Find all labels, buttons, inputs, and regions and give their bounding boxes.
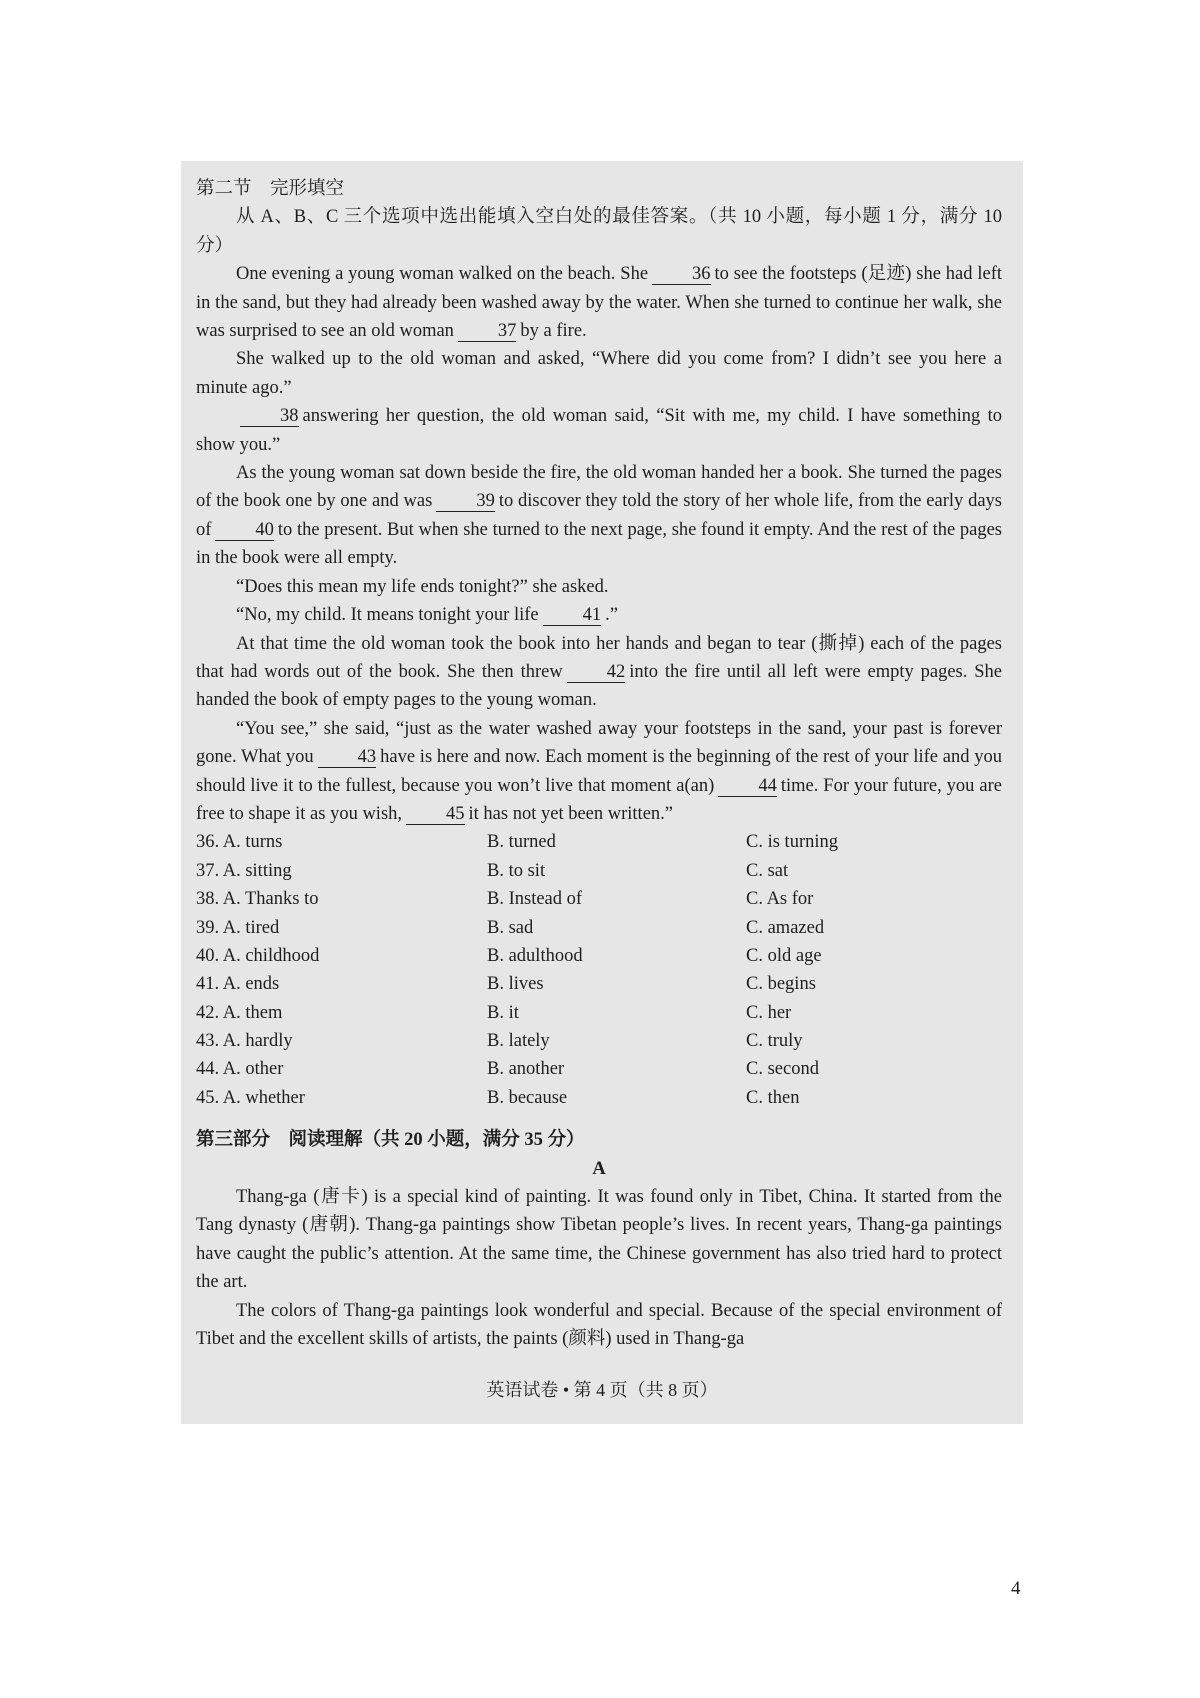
passage-paragraph-2: She walked up to the old woman and asked, “Where did you come from? I didn’t see you here a minute ago.” [196,349,1002,398]
option-a: 38. A. Thanks to [196,889,319,910]
option-a: 40. A. childhood [196,945,320,966]
option-b: B. Instead of [487,889,583,910]
option-c: C. truly [746,1031,803,1052]
option-b: B. sad [487,917,534,938]
passage-paragraph-4: As the young woman sat down beside the fire, the old woman handed her a book. She turned the pages of the book one by one and was 39 to discover they told the story of her whole life, from the early days of 40 to the present. But when she turned to the next page, she found it empty. And the rest of the pages in the book were all empty. [196,463,1003,569]
section-instructions: 从 A、B、C 三个选项中选出能填入空白处的最佳答案。（共 10 小题，每小题 1 分，满分 10 分） [196,207,1002,256]
option-c: C. sat [746,860,789,881]
blank-44: 44 [718,776,777,797]
option-c: C. old age [746,945,822,966]
option-b: B. another [487,1059,565,1080]
option-c: C. second [746,1059,819,1080]
page-number: 4 [1011,1578,1021,1599]
page-footer: 英语试卷 • 第 4 页（共 8 页） [486,1380,718,1400]
option-b: B. it [487,1002,519,1023]
blank-42: 42 [567,662,626,683]
option-b: B. lately [487,1031,550,1052]
answer-options [196,828,1002,1112]
option-b: B. adulthood [487,945,583,966]
option-b: B. lives [487,974,544,995]
option-row [196,914,1002,942]
option-row [196,999,1002,1027]
option-b: B. turned [487,832,556,853]
passage-paragraph-3: 38 answering her question, the old woman said, “Sit with me, my child. I have something to show you.” [196,406,1002,455]
option-c: C. As for [746,889,814,910]
blank-38: 38 [240,406,299,427]
page-content [196,175,1002,1354]
option-a: 39. A. tired [196,917,280,938]
option-a: 37. A. sitting [196,860,292,881]
passage-paragraph-5: “Does this mean my life ends tonight?” she asked. [236,576,609,597]
reading-paragraph-2: The colors of Thang-ga paintings look wonderful and special. Because of the special environment of Tibet and the excellent skills of artists, the paints (颜料) used in Thang-ga [196,1300,1002,1350]
blank-36: 36 [652,264,711,285]
option-c: C. amazed [746,917,825,938]
option-row [196,942,1002,970]
blank-41: 41 [543,605,602,626]
option-b: B. because [487,1087,568,1108]
option-row [196,885,1002,913]
passage-paragraph-6: “No, my child. It means tonight your life 41 .” [236,605,618,626]
section-title: 第二节 完形填空 [196,179,345,199]
blank-37: 37 [458,321,517,342]
passage-paragraph-7: At that time the old woman took the book into her hands and began to tear (撕掉) each of the pages that had words out of the book. She then threw 42 into the fire until all left were empty pages. She handed the book of empty pages to the young woman. [196,633,1002,711]
part-three-title: 第三部分 阅读理解（共 20 小题，满分 35 分） [196,1130,585,1151]
option-c: C. begins [746,974,816,995]
option-c: C. then [746,1087,800,1108]
scanned-page [181,161,1023,1424]
blank-39: 39 [436,491,495,512]
option-a: 36. A. turns [196,832,283,853]
passage-paragraph-8: “You see,” she said, “just as the water washed away your footsteps in the sand, your past is forever gone. What you 43 have is here and now. Each moment is the beginning of the rest of your life and you should live it to the fullest, because you won’t live that moment a(an) 44 time. For your future, you are free to shape it as you wish, 45 it has not yet been written.” [196,718,1002,824]
option-row [196,1055,1002,1083]
option-row [196,828,1002,856]
option-a: 42. A. them [196,1002,283,1023]
blank-45: 45 [406,804,465,825]
option-row [196,970,1002,998]
option-a: 45. A. whether [196,1087,305,1108]
option-b: B. to sit [487,860,546,881]
blank-43: 43 [318,747,377,768]
passage-letter: A [592,1158,606,1179]
reading-paragraph-1: Thang-ga (唐卡) is a special kind of painting. It was found only in Tibet, China. It started from the Tang dynasty (唐朝). Thang-ga paintings show Tibetan people’s lives. In recent years, Thang-ga paintings have caught the public’s attention. At the same time, the Chinese government has also tried hard to protect the art. [196,1187,1002,1293]
option-c: C. her [746,1002,792,1023]
option-row [196,857,1002,885]
option-a: 41. A. ends [196,974,280,995]
option-row [196,1027,1002,1055]
blank-40: 40 [215,520,274,541]
option-a: 43. A. hardly [196,1031,293,1052]
passage-paragraph-1: One evening a young woman walked on the beach. She 36 to see the footsteps (足迹) she had left in the sand, but they had already been washed away by the water. When she turned to continue her walk, she was surprised to see an old woman 37 by a fire. [196,264,1002,342]
option-a: 44. A. other [196,1059,284,1080]
option-c: C. is turning [746,832,838,853]
option-row [196,1084,1002,1112]
